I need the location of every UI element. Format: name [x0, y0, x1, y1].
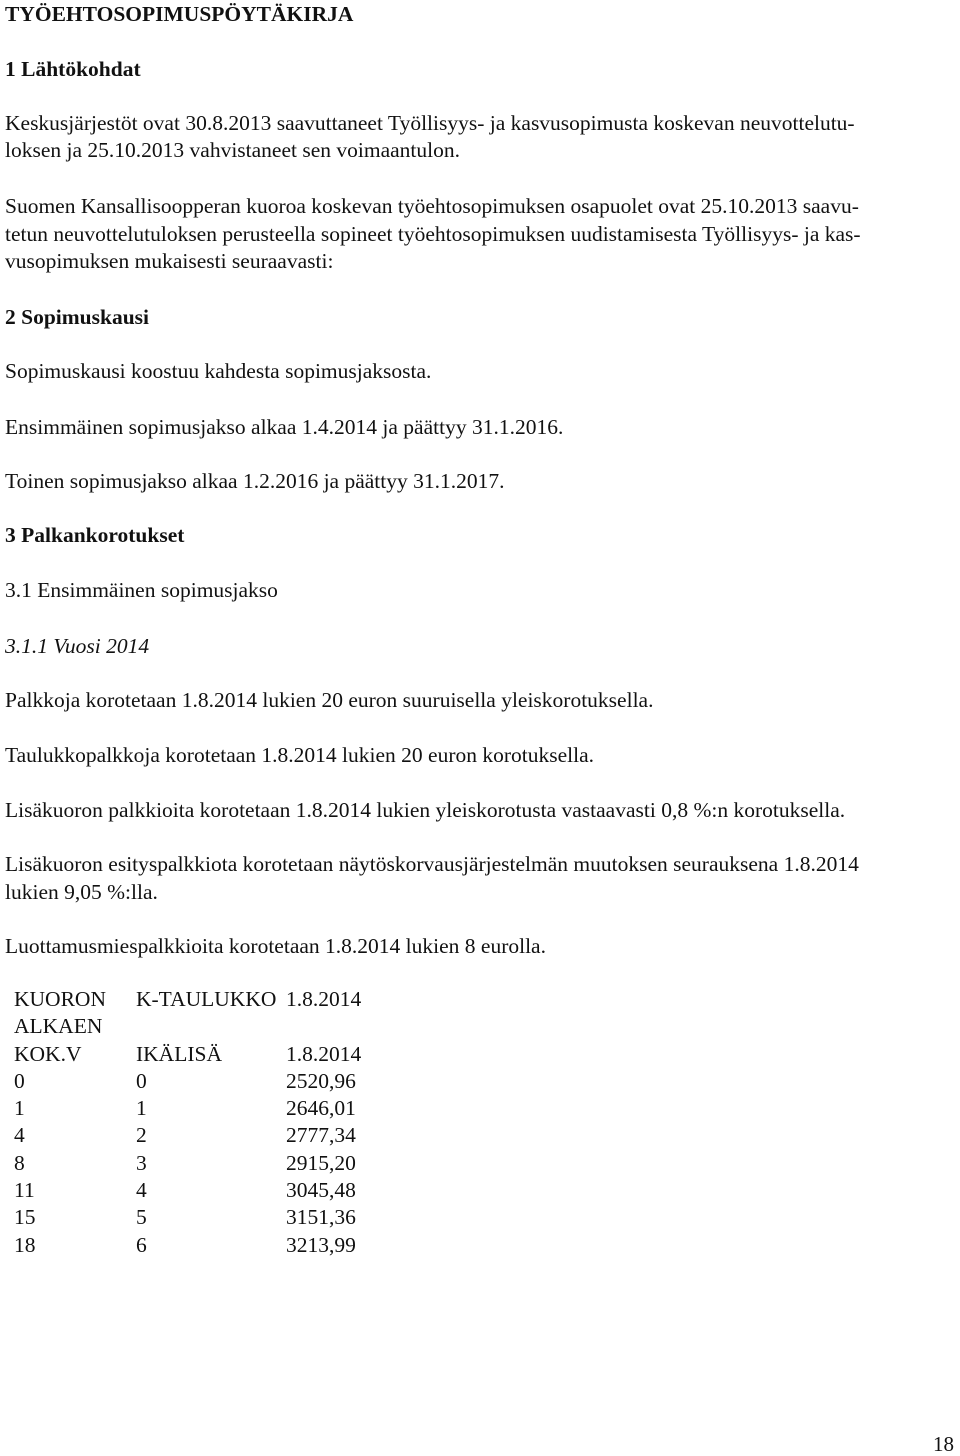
table-cell: 4 [136, 1178, 147, 1203]
raise-paragraph-3: Lisäkuoron palkkioita korotetaan 1.8.2014 lukien yleiskorotusta vastaavasti 0,8 %:n korotuksella. [5, 798, 846, 822]
table-header-cell: 1.8.2014 [286, 987, 362, 1011]
table-cell: 3151,36 [286, 1205, 356, 1230]
table-cell: 2 [136, 1123, 147, 1148]
table-cell: 1 [14, 1096, 25, 1121]
table-row [14, 1068, 406, 1095]
table-cell: 5 [136, 1205, 147, 1230]
table-header-row [14, 1013, 406, 1040]
raise-paragraph-5: Luottamusmiespalkkioita korotetaan 1.8.2014 lukien 8 eurolla. [5, 934, 546, 958]
paragraph-1-line-2: loksen ja 25.10.2013 vahvistaneet sen voimaantulon. [5, 138, 460, 162]
paragraph-2-line-2: tetun neuvottelutuloksen perusteella sopineet työehtosopimuksen uudistamisesta Työllisyys- ja kas- [5, 222, 861, 246]
table-cell: 3213,99 [286, 1232, 356, 1257]
subsection-3-1-1-heading: 3.1.1 Vuosi 2014 [5, 634, 150, 658]
table-header-cell: KUORON [14, 987, 106, 1011]
table-header-row [14, 1041, 406, 1068]
table-cell: 6 [136, 1232, 147, 1257]
section-2-heading: 2 Sopimuskausi [5, 305, 150, 329]
contract-period-text: Sopimuskausi koostuu kahdesta sopimusjaksosta. [5, 359, 432, 383]
table-cell: 0 [14, 1068, 25, 1093]
table-cell: 18 [14, 1232, 36, 1257]
table-cell: 15 [14, 1205, 36, 1230]
first-period-text: Ensimmäinen sopimusjakso alkaa 1.4.2014 ja päättyy 31.1.2016. [5, 415, 564, 439]
table-header-cell: K-TAULUKKO [136, 987, 277, 1011]
section-1-heading: 1 Lähtökohdat [5, 57, 141, 81]
table-header-cell: KOK.V [14, 1041, 82, 1066]
table-row [14, 1150, 406, 1177]
table-cell: 2915,20 [286, 1150, 356, 1175]
second-period-text: Toinen sopimusjakso alkaa 1.2.2016 ja päättyy 31.1.2017. [5, 469, 505, 493]
paragraph-2-line-1: Suomen Kansallisoopperan kuoroa koskevan työehtosopimuksen osapuolet ovat 25.10.2013 saavu- [5, 194, 859, 218]
table-cell: 2777,34 [286, 1123, 356, 1148]
raise-paragraph-2: Taulukkopalkkoja korotetaan 1.8.2014 lukien 20 euron korotuksella. [5, 743, 595, 767]
table-header-cell: ALKAEN [14, 1014, 103, 1039]
table-cell: 3 [136, 1150, 147, 1175]
table-header-cell: IKÄLISÄ [136, 1041, 222, 1066]
table-cell: 1 [136, 1096, 147, 1121]
subsection-3-1-heading: 3.1 Ensimmäinen sopimusjakso [5, 578, 278, 602]
table-row [14, 1122, 406, 1149]
table-cell: 0 [136, 1068, 147, 1093]
table-cell: 4 [14, 1123, 25, 1148]
table-header-row [14, 986, 406, 1013]
paragraph-1-line-1: Keskusjärjestöt ovat 30.8.2013 saavuttaneet Työllisyys- ja kasvusopimusta koskevan neuvottelutu- [5, 111, 855, 135]
table-row [14, 1204, 406, 1231]
raise-paragraph-4-line-2: lukien 9,05 %:lla. [5, 880, 158, 904]
raise-paragraph-1: Palkkoja korotetaan 1.8.2014 lukien 20 euron suuruisella yleiskorotuksella. [5, 688, 654, 712]
section-3-heading: 3 Palkankorotukset [5, 523, 185, 547]
table-cell: 3045,48 [286, 1178, 356, 1203]
table-header-cell [286, 1013, 406, 1040]
raise-paragraph-4-line-1: Lisäkuoron esityspalkkiota korotetaan näytöskorvausjärjestelmän muutoksen seurauksena 1.8.2014 [5, 852, 859, 876]
salary-table [14, 986, 406, 1259]
table-header-cell [136, 1013, 286, 1040]
paragraph-2-line-3: vusopimuksen mukaisesti seuraavasti: [5, 249, 334, 273]
table-cell: 2646,01 [286, 1096, 356, 1121]
table-cell: 11 [14, 1178, 35, 1203]
page-number: 18 [933, 1432, 954, 1456]
table-cell: 2520,96 [286, 1068, 356, 1093]
table-header-cell: 1.8.2014 [286, 1041, 362, 1066]
table-row [14, 1232, 406, 1259]
table-row [14, 1177, 406, 1204]
table-row [14, 1095, 406, 1122]
table-cell: 8 [14, 1150, 25, 1175]
document-title: TYÖEHTOSOPIMUSPÖYTÄKIRJA [5, 2, 354, 26]
